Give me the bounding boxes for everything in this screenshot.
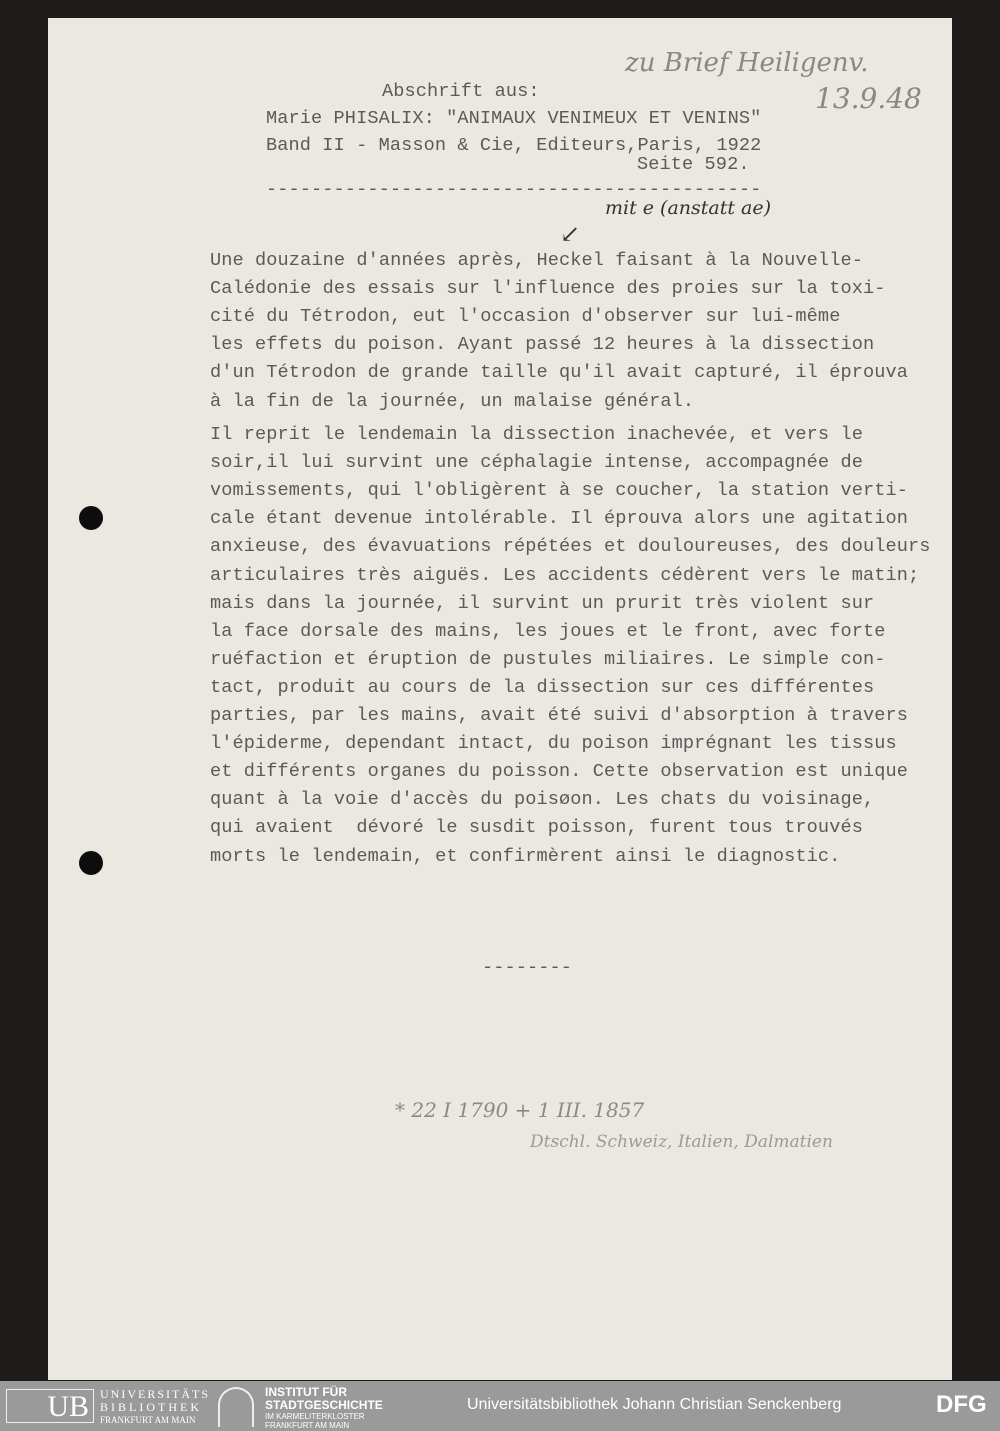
text-line: et différents organes du poisson. Cette observation est unique (210, 761, 908, 783)
text-line: Calédonie des essais sur l'influence des proies sur la toxi- (210, 278, 886, 300)
header-rule: -------------------------------------------- (266, 179, 762, 200)
text-line: parties, par les mains, avait été suivi d'absorption à travers (210, 705, 908, 726)
library-name: Universitätsbibliothek Johann Christian Senckenberg (467, 1396, 842, 1413)
isg-sub: IM KARMELITERKLOSTER (265, 1412, 365, 1421)
isg-city: FRANKFURT AM MAIN (265, 1421, 350, 1430)
text-line: quant à la voie d'accès du poisøon. Les chats du voisinage, (210, 789, 875, 811)
text-line: cité du Tétrodon, eut l'occasion d'observer sur lui-même (210, 306, 841, 328)
header-line: Abschrift aus: (382, 81, 540, 102)
punch-hole (79, 506, 103, 530)
handwritten-date: 13.9.48 (815, 82, 922, 115)
punch-hole (79, 851, 103, 875)
handwritten-dates: * 22 I 1790 + 1 III. 1857 (395, 1098, 645, 1122)
ub-logo: UB (6, 1389, 94, 1423)
handwritten-places: Dtschl. Schweiz, Italien, Dalmatien (530, 1132, 833, 1152)
handwritten-correction: mit e (anstatt ae) (605, 197, 772, 219)
end-rule: -------- (482, 957, 573, 978)
text-line: articulaires très aiguës. Les accidents cédèrent vers le matin; (210, 564, 920, 586)
text-line: les effets du poison. Ayant passé 12 heures à la dissection (210, 334, 875, 356)
text-line: anxieuse, des évavuations répétées et douloureuses, des douleurs (210, 536, 931, 558)
text-line: à la fin de la journée, un malaise général. (210, 390, 695, 412)
text-line: l'épiderme, dependant intact, du poison imprégnant les tissus (210, 733, 897, 755)
header-line: Marie PHISALIX: "ANIMAUX VENIMEUX ET VENINS" (266, 108, 762, 129)
isg-logo-icon (218, 1387, 254, 1427)
text-line: soir,il lui survint une céphalagie intense, accompagnée de (210, 452, 863, 474)
text-line: morts le lendemain, et confirmèrent ainsi le diagnostic. (210, 845, 841, 867)
handwritten-note: zu Brief Heiligenv. (625, 48, 869, 78)
text-line: Il reprit le lendemain la dissection inachevée, et vers le (210, 424, 863, 445)
text-line: Une douzaine d'années après, Heckel faisant à la Nouvelle- (210, 250, 863, 271)
ub-city: FRANKFURT AM MAIN (100, 1415, 196, 1425)
footer-bar (0, 1381, 1000, 1431)
header-line: Seite 592. (637, 154, 750, 175)
text-line: d'un Tétrodon de grande taille qu'il avait capturé, il éprouva (210, 362, 908, 384)
text-line: vomissements, qui l'obligèrent à se coucher, la station verti- (210, 480, 908, 502)
text-line: ruéfaction et éruption de pustules miliaires. Le simple con- (210, 648, 886, 670)
header-line: Band II - Masson & Cie, Editeurs,Paris, 1922 (266, 135, 762, 156)
text-line: qui avaient dévoré le susdit poisson, furent tous trouvés (210, 817, 863, 839)
ub-name: UNIVERSITÄTS (100, 1387, 210, 1401)
isg-name: STADTGESCHICHTE (265, 1398, 383, 1412)
text-line: mais dans la journée, il survint un prurit très violent sur (210, 592, 875, 614)
text-line: la face dorsale des mains, les joues et le front, avec forte (210, 620, 886, 642)
isg-name: INSTITUT FÜR (265, 1385, 347, 1399)
arrow-icon: ↙ (560, 220, 581, 248)
ub-name: BIBLIOTHEK (100, 1400, 202, 1414)
text-line: cale étant devenue intolérable. Il éprouva alors une agitation (210, 508, 908, 530)
text-line: tact, produit au cours de la dissection sur ces différentes (210, 676, 875, 698)
dfg-logo: DFG (936, 1391, 987, 1418)
